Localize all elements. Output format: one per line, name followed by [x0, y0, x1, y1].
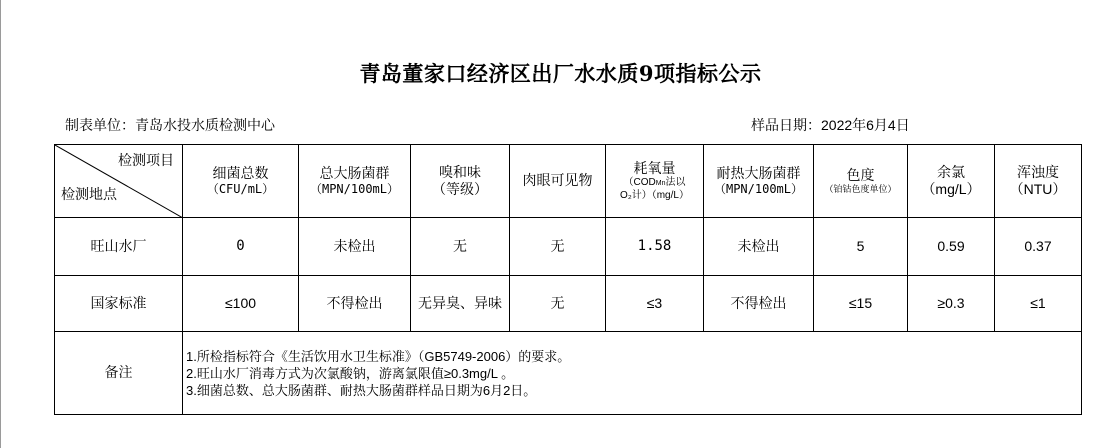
header-total-bacteria: 细菌总数 （CFU/mL） [183, 145, 299, 218]
table-cell: 5 [814, 218, 908, 276]
header-odor-taste: 嗅和味 （等级） [411, 145, 510, 218]
note-line: 3.细菌总数、总大肠菌群、耐热大肠菌群样品日期为6月2日。 [186, 382, 537, 398]
header-visible-matter: 肉眼可见物 [510, 145, 606, 218]
row-label: 旺山水厂 [55, 218, 183, 276]
water-quality-table [54, 144, 1082, 415]
header-chroma: 色度 （铂钴色度单位） [814, 145, 908, 218]
report-title: 青岛董家口经济区出厂水水质9项指标公示 [359, 61, 762, 86]
table-cell: ≤15 [814, 276, 908, 332]
table-cell: 未检出 [299, 218, 411, 276]
header-total-coliforms: 总大肠菌群 （MPN/100mL） [299, 145, 411, 218]
row-label: 国家标准 [55, 276, 183, 332]
header-residual-chlorine: 余氯 （mg/L） [908, 145, 995, 218]
corner-label-items: 检测项目 [118, 152, 174, 168]
table-cell: ≥0.3 [908, 276, 995, 332]
table-cell: 无 [510, 276, 606, 332]
corner-label-sites: 检测地点 [61, 185, 117, 202]
table-cell: 无 [510, 218, 606, 276]
note-line: 1.所检指标符合《生活饮用水卫生标准》（GB5749-2006）的要求。 [186, 348, 571, 364]
notes-label: 备注 [55, 332, 183, 415]
table-cell: 无异臭、异味 [411, 276, 510, 332]
table-cell: ≤100 [183, 276, 299, 332]
table-row [55, 276, 1082, 332]
table-cell: ≤1 [995, 276, 1082, 332]
header-thermotolerant-coliforms: 耐热大肠菌群 （MPN/100mL） [704, 145, 814, 218]
issuing-unit: 制表单位：青岛水投水质检测中心 [65, 117, 275, 133]
table-row [55, 218, 1082, 276]
table-cell: 0.59 [908, 218, 995, 276]
corner-header-cell [55, 145, 183, 218]
table-cell: 0 [183, 218, 299, 276]
header-turbidity: 浑浊度 （NTU） [995, 145, 1082, 218]
table-cell: 不得检出 [704, 276, 814, 332]
sample-date: 样品日期：2022年6月4日 [751, 117, 910, 133]
header-oxygen-consumption: 耗氧量 （CODMn法以 O₂计）（mg/L） [606, 145, 704, 218]
table-cell: ≤3 [606, 276, 704, 332]
table-cell: 1.58 [606, 218, 704, 276]
notes-cell [183, 332, 1082, 415]
notes-row [55, 332, 1082, 415]
note-line: 2.旺山水厂消毒方式为次氯酸钠，游离氯限值≥0.3mg/L 。 [186, 365, 515, 381]
table-cell: 不得检出 [299, 276, 411, 332]
header-row [55, 145, 1082, 218]
table-cell: 未检出 [704, 218, 814, 276]
table-cell: 无 [411, 218, 510, 276]
table-cell: 0.37 [995, 218, 1082, 276]
